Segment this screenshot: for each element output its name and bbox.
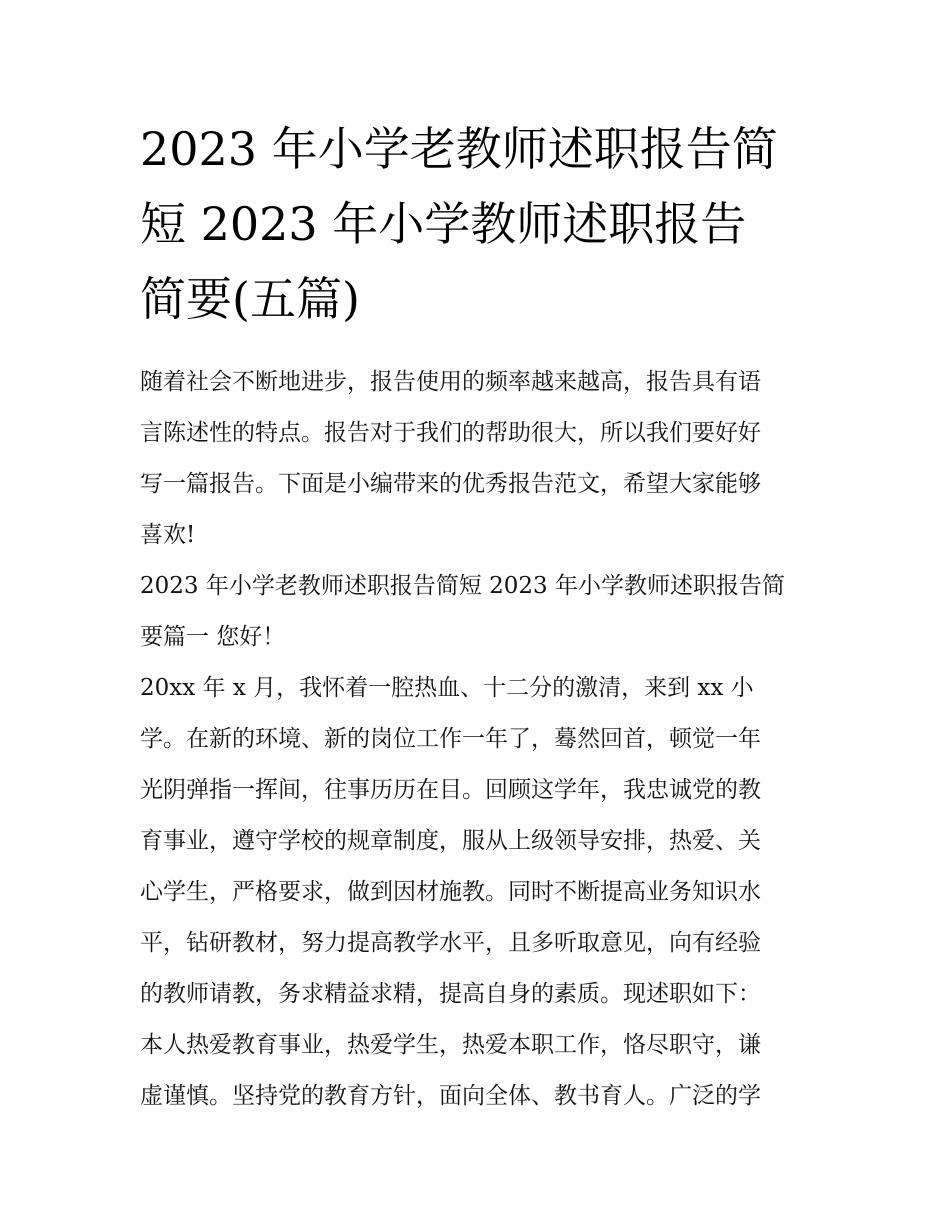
title-line-3: 简要(五篇) [140,272,360,326]
body-line-4: 育事业，遵守学校的规章制度，服从上级领导安排，热爱、关 [140,828,761,854]
body-line-3: 光阴弹指一挥间，往事历历在目。回顾这学年，我忠诚党的教 [140,777,761,803]
title-line-1: 2023 年小学老教师述职报告简 [140,122,778,176]
document-title [140,112,820,337]
body-line-2: 学。在新的环境、新的岗位工作一年了，蓦然回首，顿觉一年 [140,726,761,752]
body-line-8: 本人热爱教育事业，热爱学生，热爱本职工作，恪尽职守，谦 [140,1032,761,1058]
intro-line-4: 喜欢! [140,522,196,548]
intro-line-1: 随着社会不断地进步，报告使用的频率越来越高，报告具有语 [140,369,761,395]
intro-line-3: 写一篇报告。下面是小编带来的优秀报告范文，希望大家能够 [140,471,761,497]
body-line-7: 的教师请教，务求精益求精，提高自身的素质。现述职如下： [140,981,761,1007]
body-paragraph [140,663,820,1122]
section-heading-line-2: 要篇一 您好！ [140,624,286,650]
title-line-2: 短 2023 年小学教师述职报告 [140,197,747,251]
section-heading-line-1: 2023 年小学老教师述职报告简短 2023 年小学教师述职报告简 [140,573,785,599]
body-line-6: 平，钻研教材，努力提高教学水平，且多听取意见，向有经验 [140,930,761,956]
intro-paragraph [140,357,820,561]
intro-line-2: 言陈述性的特点。报告对于我们的帮助很大，所以我们要好好 [140,420,761,446]
body-line-1: 20xx 年 x 月，我怀着一腔热血、十二分的激清，来到 xx 小 [140,675,754,701]
body-line-9: 虚谨慎。坚持党的教育方针，面向全体、教书育人。广泛的学 [140,1083,761,1109]
body-line-5: 心学生，严格要求，做到因材施教。同时不断提高业务知识水 [140,879,761,905]
section-heading [140,561,820,663]
document-content [140,112,820,1122]
